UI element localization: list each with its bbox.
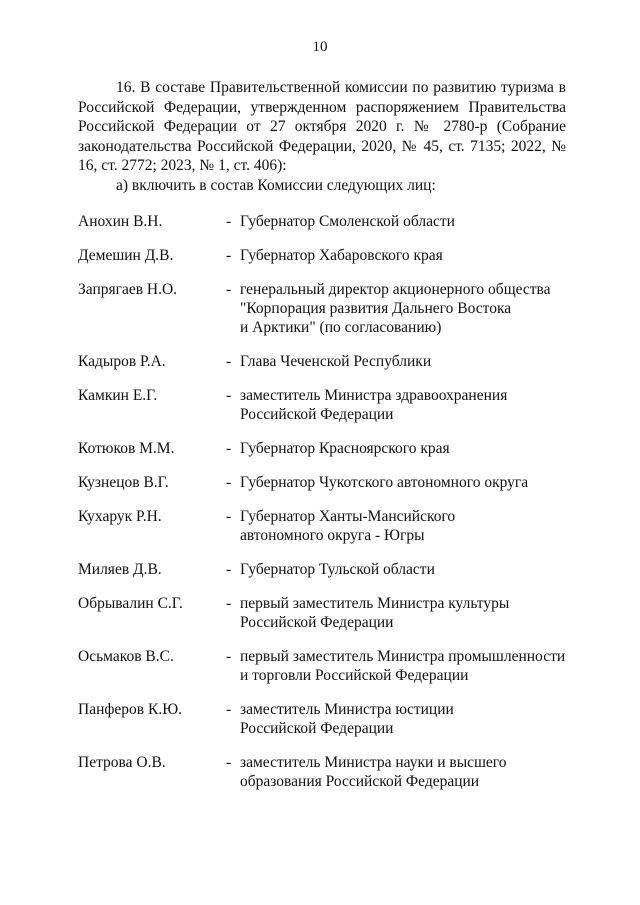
member-dash: -	[226, 474, 232, 491]
member-name: Кухарук Р.Н.	[78, 508, 162, 525]
member-dash: -	[226, 213, 232, 230]
member-row	[78, 753, 568, 791]
member-role: Губернатор Хабаровского края	[240, 247, 443, 264]
member-role: Губернатор Тульской области	[240, 561, 435, 578]
member-dash: -	[226, 281, 232, 298]
member-role: Губернатор Чукотского автономного округа	[240, 474, 529, 491]
member-name: Панферов К.Ю.	[78, 701, 183, 718]
member-row	[78, 386, 568, 424]
intro-paragraph: 16. В составе Правительственной комиссии по развитию туризма в Российской Федерации, утвержденном распоряжением Правительства Российской Федерации от 27 октября 2020 г. № 2780-р (Собрание законодательства Российской Федерации, 2020, № 45, ст. 7135; 2022, № 16, ст. 2772; 2023, № 1, ст. 406):	[78, 79, 566, 174]
member-row	[78, 560, 568, 579]
member-role: заместитель Министра здравоохранения Российской Федерации	[240, 387, 508, 423]
member-row	[78, 212, 568, 231]
member-dash: -	[226, 595, 232, 612]
member-dash: -	[226, 701, 232, 718]
member-row	[78, 246, 568, 265]
member-dash: -	[226, 508, 232, 525]
page-number: 10	[312, 39, 328, 55]
member-row	[78, 439, 568, 458]
member-row	[78, 507, 568, 545]
member-role: Губернатор Красноярского края	[240, 440, 450, 457]
members-list	[78, 212, 568, 806]
member-name: Кадыров Р.А.	[78, 353, 166, 370]
member-row	[78, 647, 568, 685]
member-dash: -	[226, 247, 232, 264]
member-role: заместитель Министра юстиции Российской Федерации	[240, 701, 454, 737]
member-role: Губернатор Ханты-Мансийского автономного округа - Югры	[240, 508, 456, 544]
member-row	[78, 280, 568, 337]
intro-section	[78, 78, 566, 195]
intro-subitem: а) включить в состав Комиссии следующих лиц:	[116, 176, 436, 194]
member-dash: -	[226, 648, 232, 665]
member-role: Глава Чеченской Республики	[240, 353, 432, 370]
member-dash: -	[226, 387, 232, 404]
member-name: Осьмаков В.С.	[78, 648, 174, 665]
member-dash: -	[226, 353, 232, 370]
member-dash: -	[226, 561, 232, 578]
member-name: Миляев Д.В.	[78, 561, 162, 578]
member-name: Запрягаев Н.О.	[78, 281, 178, 298]
member-name: Котюков М.М.	[78, 440, 175, 457]
member-name: Демешин Д.В.	[78, 247, 174, 264]
member-row	[78, 473, 568, 492]
member-role: генеральный директор акционерного общества "Корпорация развития Дальнего Востока и Арктики" (по согласованию)	[240, 281, 551, 336]
member-role: первый заместитель Министра промышленности и торговли Российской Федерации	[240, 648, 566, 684]
member-dash: -	[226, 440, 232, 457]
member-dash: -	[226, 754, 232, 771]
member-role: Губернатор Смоленской области	[240, 213, 455, 230]
member-name: Кузнецов В.Г.	[78, 474, 169, 491]
member-name: Камкин Е.Г.	[78, 387, 158, 404]
member-name: Анохин В.Н.	[78, 213, 163, 230]
member-name: Петрова О.В.	[78, 754, 166, 771]
member-row	[78, 594, 568, 632]
member-row	[78, 700, 568, 738]
member-role: первый заместитель Министра культуры Российской Федерации	[240, 595, 510, 631]
member-row	[78, 352, 568, 371]
member-name: Обрывалин С.Г.	[78, 595, 183, 612]
member-role: заместитель Министра науки и высшего образования Российской Федерации	[240, 754, 507, 790]
